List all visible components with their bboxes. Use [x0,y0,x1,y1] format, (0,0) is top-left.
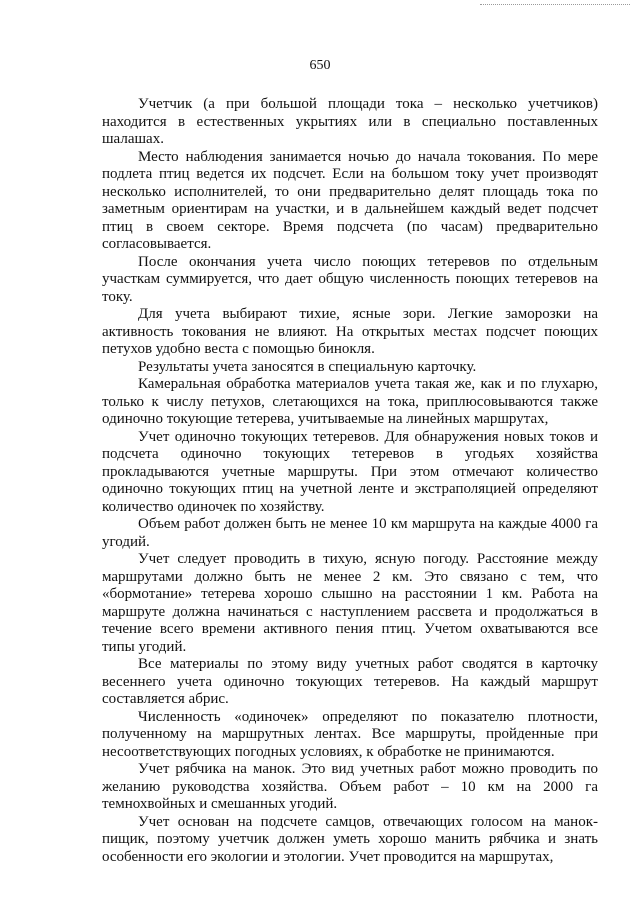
body-text [102,96,598,866]
paragraph: Учет одиночно токующих тетеревов. Для обнаружения новых токов и подсчета одиночно токующих тетеревов в угодьях хозяйства прокладываются учетные маршруты. При этом отмечают количество одиночно токующих птиц на учетной ленте и экстраполяцией определяют количество одиночек по хозяйству. [102,428,598,515]
paragraph: Камеральная обработка материалов учета такая же, как и по глухарю, только к числу петухов, слетающихся на тока, приплюсовываются также одиночно токующие тетерева, учитываемые на линейных маршрутах, [102,376,598,427]
paragraph: Учетчик (а при большой площади тока – несколько учетчиков) находится в естественных укрытиях или в специально поставленных шалашах. [102,96,598,147]
paragraph: Численность «одиночек» определяют по показателю плотности, полученному на маршрутных лентах. Все маршруты, пройденные при несоответствующих погодных условиях, к обработке не принимаются. [102,708,598,760]
paragraph: Объем работ должен быть не менее 10 км маршрута на каждые 4000 га угодий. [102,516,598,550]
paragraph: Место наблюдения занимается ночью до начала токования. По мере подлета птиц ведется их подсчет. Если на большом току учет производят несколько исполнителей, то они предварительно делят площадь тока по заметным ориентирам на участки, и в дальнейшем каждый ведет подсчет птиц в своем секторе. Время подсчета (по часам) предварительно согласовывается. [102,148,598,252]
paragraph: Для учета выбирают тихие, ясные зори. Легкие заморозки на активность токования не влияют. На открытых местах подсчет поющих петухов удобно веста с помощью бинокля. [102,306,598,357]
paragraph: Все материалы по этому виду учетных работ сводятся в карточку весеннего учета одиночно токующих тетеревов. На каждый маршрут составляется абрис. [102,656,598,707]
page-number: 650 [309,58,331,73]
paragraph: Учет рябчика на манок. Это вид учетных работ можно проводить по желанию руководства хозяйства. Объем работ – 10 км на 2000 га темнохвойных и смешанных угодий. [102,761,598,812]
paragraph: Учет следует проводить в тихую, ясную погоду. Расстояние между маршрутами должно быть не менее 2 км. Это связано с тем, что «бормотание» тетерева хорошо слышно на расстоянии 1 км. Работа на маршруте должна начинаться с наступлением рассвета и продолжаться в течение всего времени активного пения птиц. Учетом охватываются все типы угодий. [102,551,598,655]
paragraph: Результаты учета заносятся в специальную карточку. [138,358,477,375]
top-edge-rule [480,4,630,5]
paragraph: После окончания учета число поющих тетеревов по отдельным участкам суммируется, что дает общую численность поющих тетеревов на току. [102,253,598,305]
paragraph: Учет основан на подсчете самцов, отвечающих голосом на манок-пищик, поэтому учетчик должен уметь хорошо манить рябчика и знать особенности его экологии и этологии. Учет проводится на маршрутах, [102,813,598,865]
